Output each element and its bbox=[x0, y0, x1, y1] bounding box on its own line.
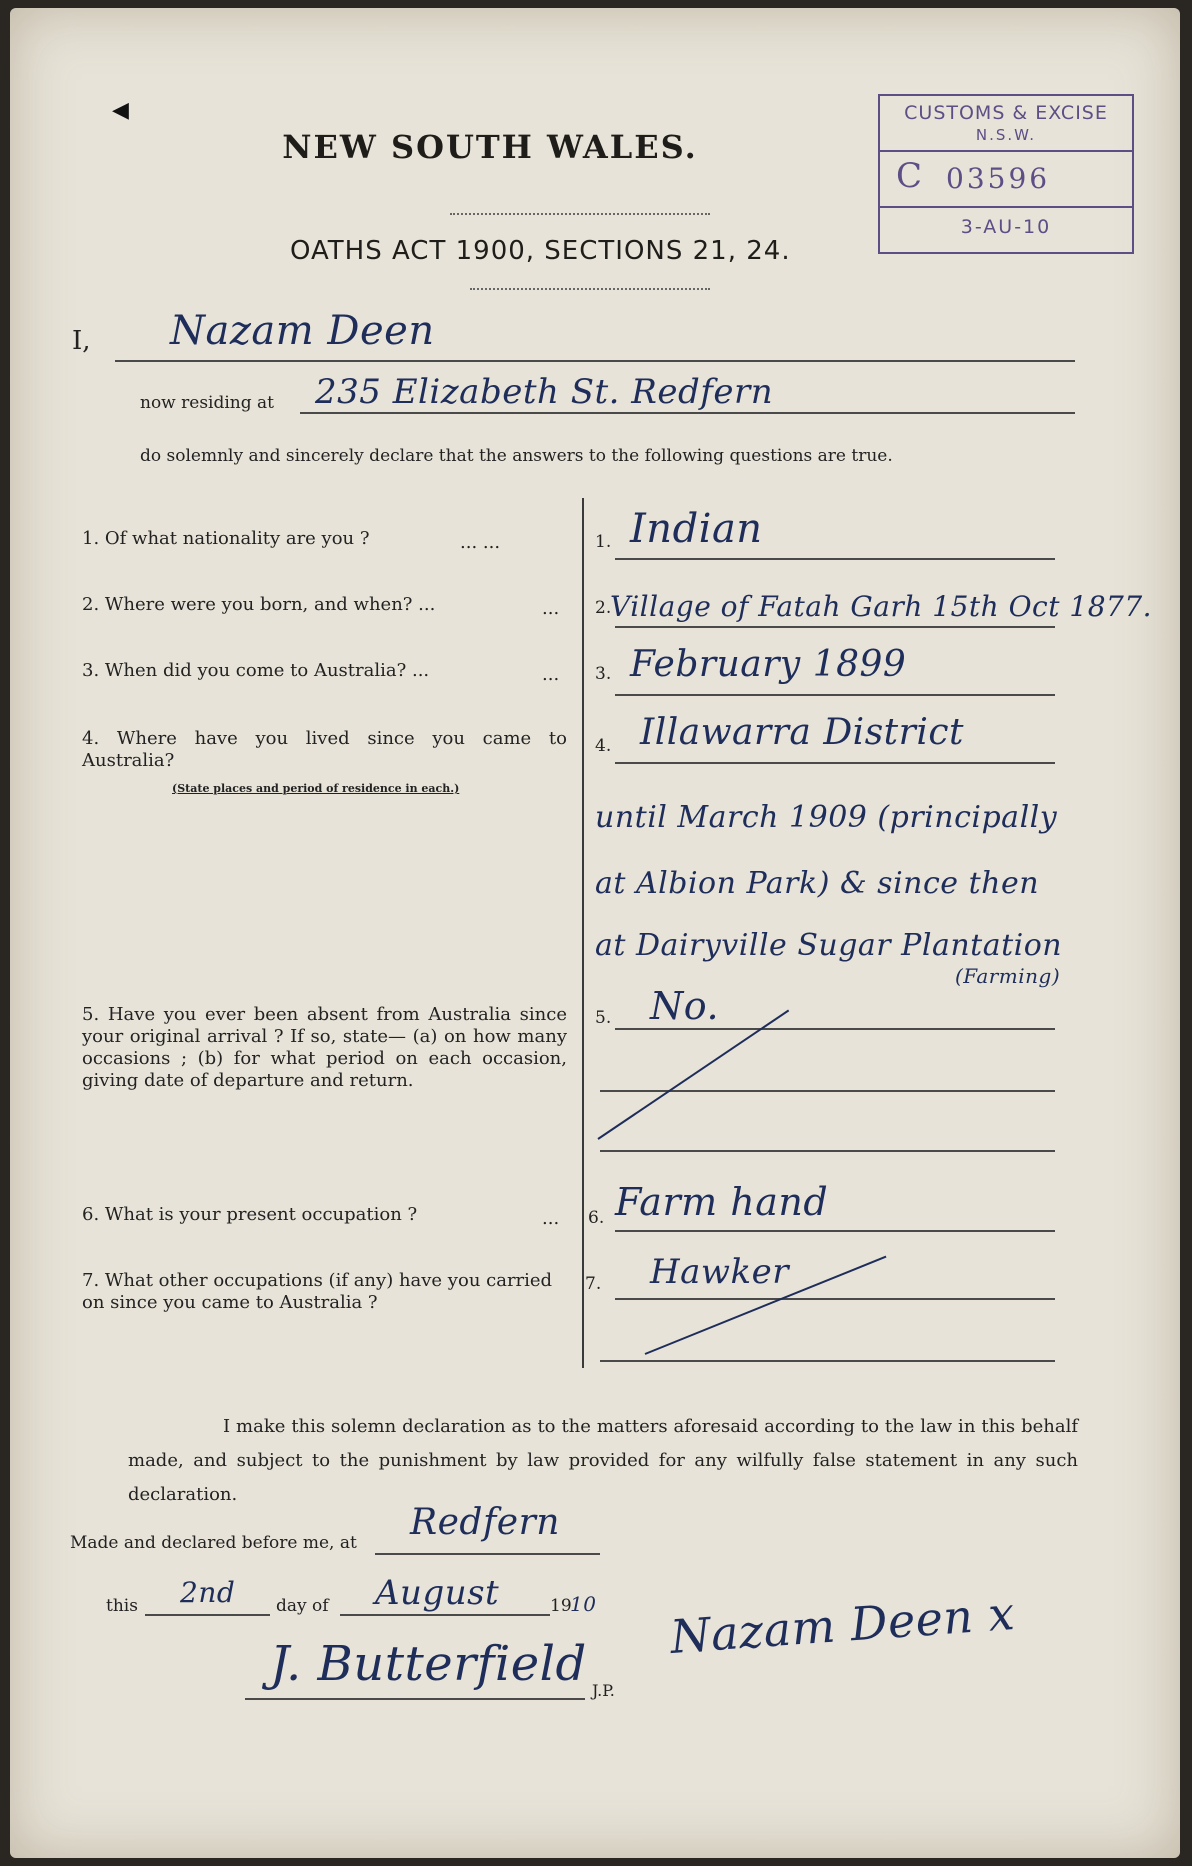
answer-number: 7. bbox=[585, 1274, 602, 1294]
stamp-divider bbox=[880, 206, 1132, 208]
declarant-signature: Nazam Deen x bbox=[668, 1586, 1017, 1664]
answer-number: 1. bbox=[595, 532, 612, 552]
question-text: 2. Where were you born, and when? ... bbox=[82, 594, 436, 615]
place-line bbox=[375, 1553, 600, 1555]
answer-5: No. bbox=[650, 984, 720, 1028]
question-6 bbox=[82, 1204, 560, 1229]
answer-1: Indian bbox=[630, 506, 763, 552]
column-divider bbox=[582, 498, 584, 1368]
answer-7: Hawker bbox=[650, 1252, 789, 1292]
question-text: 4. Where have you lived since you came to Australia? bbox=[82, 728, 567, 771]
question-7 bbox=[82, 1270, 567, 1314]
title-rule bbox=[450, 213, 710, 218]
answer-line bbox=[615, 1230, 1055, 1232]
answer-3: February 1899 bbox=[630, 644, 907, 685]
answer-4-line2: until March 1909 (principally bbox=[595, 800, 1058, 835]
jp-label: J.P. bbox=[592, 1681, 615, 1700]
answer-4-line3: at Albion Park) & since then bbox=[595, 866, 1040, 901]
corner-mark: ◀ bbox=[112, 98, 129, 123]
answer-number: 5. bbox=[595, 1008, 612, 1028]
declared-day: 2nd bbox=[180, 1576, 236, 1609]
address-line bbox=[300, 412, 1075, 414]
leader-dots: ... bbox=[542, 1208, 560, 1229]
stamp-letter: C bbox=[896, 156, 923, 196]
answer-line bbox=[615, 1028, 1055, 1030]
question-text: 5. Have you ever been absent from Australia since your original arrival ? If so, state— (a) on how many occasions ; (b) for what period on each occasion, giving date of departure and return. bbox=[82, 1004, 567, 1091]
answer-number: 2. bbox=[595, 598, 612, 618]
question-4 bbox=[82, 728, 567, 772]
customs-stamp bbox=[878, 94, 1134, 254]
subtitle-rule bbox=[470, 288, 710, 293]
leader-dots: ... ... bbox=[460, 532, 501, 553]
answer-4-line5: (Farming) bbox=[955, 964, 1061, 988]
jp-line bbox=[245, 1698, 585, 1700]
leader-dots: ... bbox=[542, 664, 560, 685]
answer-line bbox=[615, 626, 1055, 628]
declaration-text: I make this solemn declaration as to the matters aforesaid according to the law in this behalf made, and subject to the punishment by law provided for any wilfully false statement in any such declaration. bbox=[128, 1416, 1078, 1505]
question-1 bbox=[82, 528, 502, 553]
residing-label: now residing at bbox=[140, 393, 275, 413]
answer-2: Village of Fatah Garh 15th Oct 1877. bbox=[610, 590, 1153, 623]
question-text: 7. What other occupations (if any) have you carried on since you came to Australia ? bbox=[82, 1270, 553, 1313]
name-line bbox=[115, 360, 1075, 362]
answer-line bbox=[600, 1150, 1055, 1152]
question-4-note: (State places and period of residence in each.) bbox=[172, 782, 460, 795]
answer-line bbox=[600, 1360, 1055, 1362]
answer-number: 4. bbox=[595, 736, 612, 756]
stamp-date: 3-AU-10 bbox=[960, 216, 1052, 238]
answer-line bbox=[615, 694, 1055, 696]
question-text: 1. Of what nationality are you ? bbox=[82, 528, 370, 549]
answer-line bbox=[615, 558, 1055, 560]
question-3 bbox=[82, 660, 560, 685]
act-title: OATHS ACT 1900, SECTIONS 21, 24. bbox=[290, 236, 791, 266]
declared-month: August bbox=[375, 1573, 500, 1613]
stamp-line2: N.S.W. bbox=[975, 126, 1037, 144]
address: 235 Elizabeth St. Redfern bbox=[315, 372, 774, 412]
answer-4-line1: Illawarra District bbox=[640, 712, 964, 753]
stamp-line1: CUSTOMS & EXCISE bbox=[904, 102, 1108, 124]
stamp-divider bbox=[880, 150, 1132, 152]
declarant-prefix: I, bbox=[72, 326, 91, 356]
day-of-label: day of bbox=[276, 1596, 329, 1616]
question-text: 6. What is your present occupation ? bbox=[82, 1204, 418, 1225]
month-line bbox=[340, 1614, 550, 1616]
made-before-label: Made and declared before me, at bbox=[70, 1533, 357, 1553]
question-text: 3. When did you come to Australia? ... bbox=[82, 660, 430, 681]
declarant-name: Nazam Deen bbox=[170, 308, 435, 354]
answer-line bbox=[615, 762, 1055, 764]
answer-number: 3. bbox=[595, 664, 612, 684]
declare-statement: do solemnly and sincerely declare that the answers to the following questions are true. bbox=[140, 446, 893, 466]
year-written: 10 bbox=[570, 1592, 597, 1616]
question-2 bbox=[82, 594, 560, 619]
leader-dots: ... bbox=[542, 598, 560, 619]
day-line bbox=[145, 1614, 270, 1616]
jp-signature: J. Butterfield bbox=[270, 1636, 587, 1692]
answer-6: Farm hand bbox=[615, 1180, 829, 1224]
form-title: NEW SOUTH WALES. bbox=[282, 128, 698, 166]
declared-place: Redfern bbox=[410, 1502, 560, 1543]
answer-4-line4: at Dairyville Sugar Plantation bbox=[595, 928, 1063, 963]
declaration-form bbox=[10, 8, 1180, 1858]
stamp-number: 03596 bbox=[946, 162, 1051, 195]
question-5 bbox=[82, 1004, 567, 1092]
answer-line bbox=[615, 1298, 1055, 1300]
this-label: this bbox=[106, 1596, 138, 1616]
year-printed: 19 bbox=[550, 1596, 572, 1616]
answer-number: 6. bbox=[588, 1208, 605, 1228]
